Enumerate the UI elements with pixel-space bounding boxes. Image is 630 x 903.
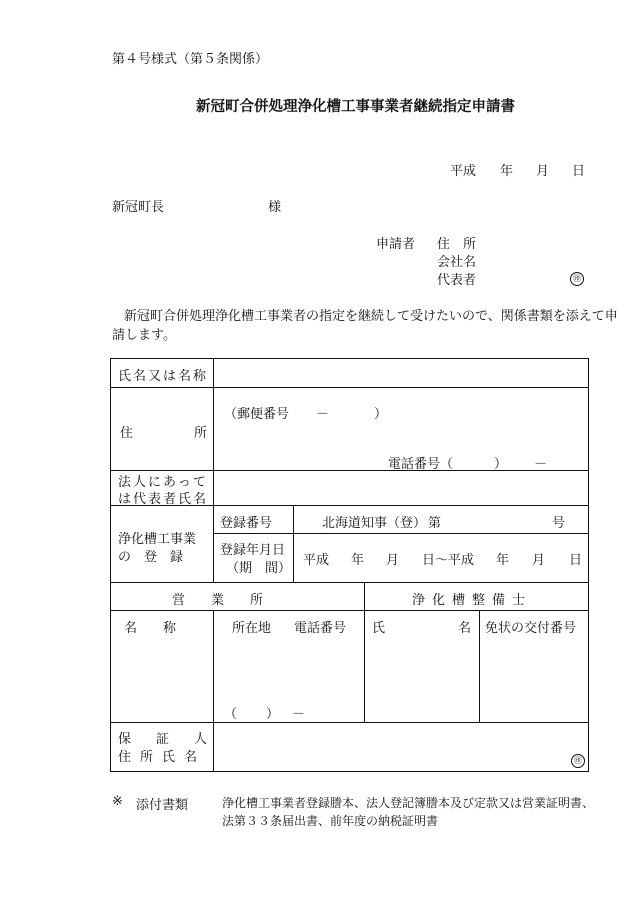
- note-line-1: 浄化槽工事業者登録謄本、法人登記簿謄本及び定款又は営業証明書、: [222, 796, 595, 810]
- period-day-1-to: 日～平成: [422, 553, 475, 568]
- phone-dash: －: [534, 457, 548, 472]
- name-label: 氏名又は名称: [118, 369, 209, 384]
- registration-authority: 北海道知事（登）: [322, 516, 427, 531]
- address-label-2: 所: [194, 426, 208, 441]
- column-person-1: 氏: [372, 621, 386, 636]
- postal-dash: －: [316, 407, 330, 422]
- column-name: 名 称: [124, 621, 177, 636]
- technician-header: 浄化槽整備士: [412, 593, 533, 608]
- period-day-2: 日: [569, 553, 583, 568]
- date-era: 平成: [450, 164, 477, 179]
- registration-date-label-1: 登録年月日: [220, 543, 286, 558]
- postal-close: ）: [374, 407, 388, 422]
- table-grid: [110, 358, 589, 772]
- registration-number-label: 登録番号: [220, 516, 273, 531]
- office-phone-open: （: [224, 707, 238, 722]
- date-day: 日: [572, 164, 586, 179]
- representative-label-2: は代表者氏名: [118, 492, 209, 507]
- application-table: [110, 358, 589, 772]
- address-label-1: 住: [120, 426, 134, 441]
- registration-date-label-2: （期 間）: [226, 561, 292, 576]
- column-location: 所在地: [232, 621, 272, 636]
- phone-close: ）: [494, 457, 508, 472]
- registration-label-1: 浄化槽工事業: [118, 532, 197, 547]
- applicant-representative-label: 代表者: [437, 273, 477, 288]
- guarantor-label-1: 保 証 人: [118, 732, 214, 747]
- period-era-1: 平成: [303, 553, 330, 568]
- period-month-2: 月: [532, 553, 546, 568]
- office-phone-dash: －: [292, 707, 306, 722]
- body-text-line-1: 新冠町合併処理浄化槽工事業者の指定を継続して受けたいので、関係書類を添えて申: [124, 309, 618, 324]
- recipient-honorific: 様: [268, 200, 282, 215]
- column-phone: 電話番号: [294, 621, 347, 636]
- office-phone-close: ）: [266, 707, 280, 722]
- date-month: 月: [536, 164, 550, 179]
- postal-open: （郵便番号: [224, 407, 290, 422]
- body-text-line-2: 請します。: [112, 328, 176, 343]
- note-label: 添付書類: [136, 798, 189, 813]
- phone-label: 電話番号（: [388, 457, 454, 472]
- column-license: 免状の交付番号: [485, 621, 577, 636]
- registration-label-2: の 登 録: [118, 550, 184, 565]
- registration-dai: 第: [428, 516, 442, 531]
- applicant-seal: ㊞: [570, 272, 584, 286]
- applicant-company-label: 会社名: [437, 255, 477, 270]
- guarantor-label-2: 住所氏名: [118, 750, 207, 765]
- guarantor-seal: ㊞: [571, 754, 585, 768]
- registration-go: 号: [552, 516, 566, 531]
- period-year-1: 年: [351, 553, 365, 568]
- period-year-2: 年: [496, 553, 510, 568]
- applicant-address-label: 住 所: [437, 237, 477, 252]
- document-title: 新冠町合併処理浄化槽工事事業者継続指定申請書: [196, 98, 515, 115]
- office-header: 営 業 所: [172, 593, 264, 608]
- note-mark: ※: [112, 794, 123, 809]
- applicant-label: 申請者: [376, 237, 416, 252]
- form-number: 第４号様式（第５条関係）: [112, 52, 269, 67]
- column-person-2: 名: [458, 621, 472, 636]
- period-month-1: 月: [386, 553, 400, 568]
- date-year: 年: [500, 164, 514, 179]
- note-line-2: 法第３３条届出書、前年度の納税証明書: [222, 814, 439, 828]
- recipient-name: 新冠町長: [112, 200, 165, 215]
- representative-label-1: 法人にあって: [118, 475, 208, 490]
